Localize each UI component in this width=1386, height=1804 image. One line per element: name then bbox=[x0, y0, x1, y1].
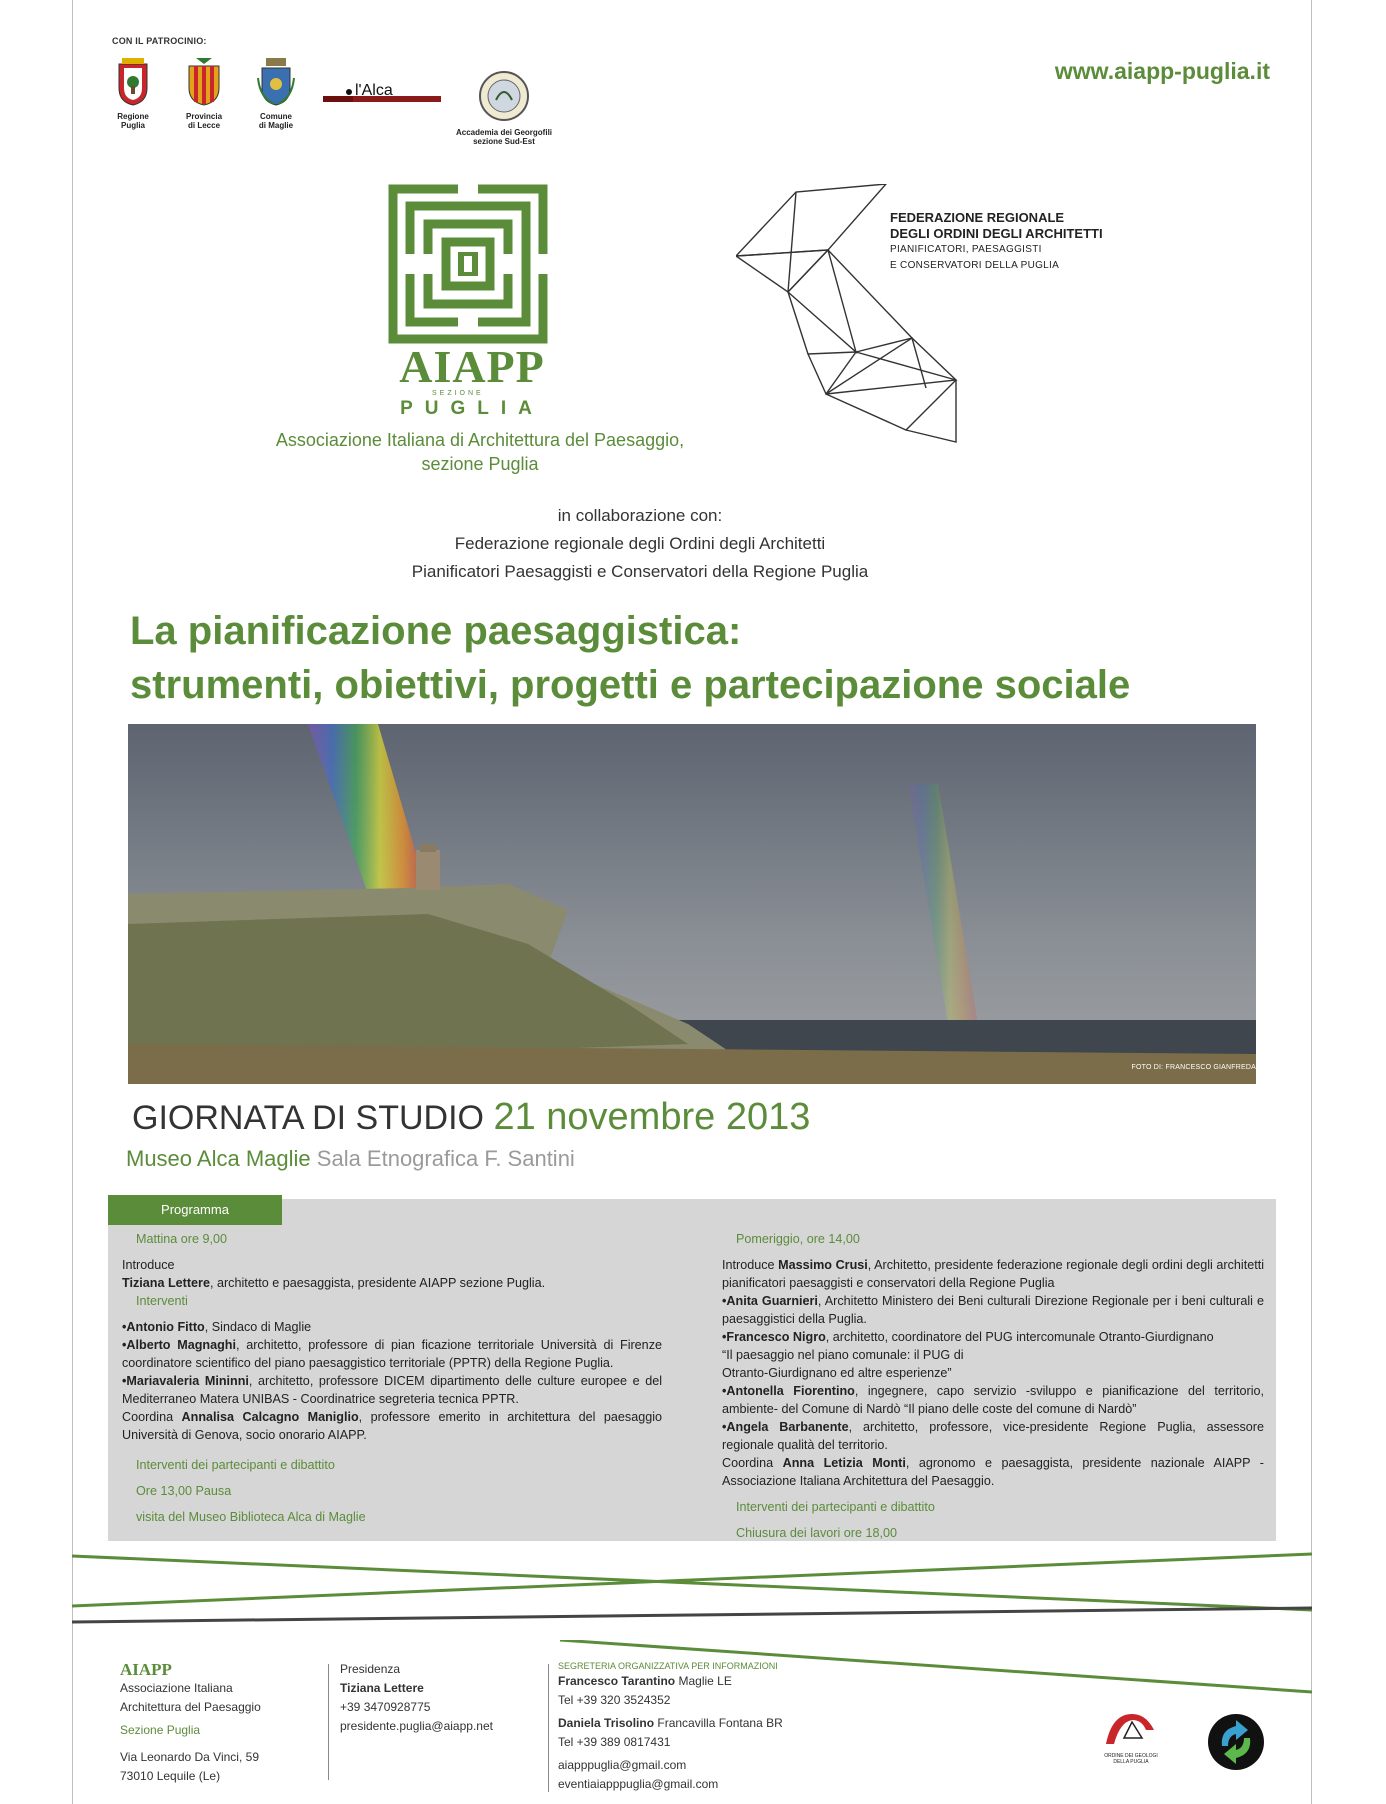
morning-time: Mattina ore 9,00 bbox=[136, 1232, 228, 1246]
circular-arrows-icon bbox=[1206, 1712, 1266, 1772]
footer-sezione: Sezione Puglia bbox=[120, 1723, 201, 1737]
round-logo bbox=[1206, 1712, 1266, 1777]
speaker-desc: , architetto, coordinatore del PUG intercomunale Otranto-Giurdignano bbox=[825, 1330, 1214, 1344]
speaker-desc: , ingegnere, capo servizio -sviluppo e pianificazione del territorio, ambiente- del Comune di Nardò “Il piano delle coste del comune di Nardò” bbox=[722, 1384, 1265, 1416]
rainbow-cliff-photo-icon bbox=[128, 724, 1256, 1084]
presidenza-phone: +39 3470928775 bbox=[340, 1700, 431, 1714]
afternoon-quote-line: Otranto-Giurdignano ed altre esperienze” bbox=[722, 1366, 952, 1380]
maze-logo-icon bbox=[388, 184, 548, 344]
speaker-desc: , professore emerito in architettura del paesaggio Università di Genova, socio onorario AIAPP. bbox=[122, 1410, 663, 1442]
fed-line: PIANIFICATORI, PAESAGGISTI bbox=[890, 244, 1042, 255]
footer-address: Via Leonardo Da Vinci, 59 bbox=[120, 1750, 259, 1764]
alca-label: l'Alca bbox=[355, 82, 393, 99]
morning-speaker-2 bbox=[122, 1336, 662, 1372]
contact-name: Francesco Tarantino bbox=[558, 1674, 676, 1688]
footer-aiapp bbox=[120, 1660, 261, 1786]
venue-place: Museo Alca Maglie bbox=[126, 1146, 311, 1171]
crest-name: Regione Puglia bbox=[117, 112, 149, 130]
speaker-name: •Antonio Fitto bbox=[122, 1320, 205, 1334]
collaborazione-block bbox=[250, 502, 1030, 586]
morning-dibattito: Interventi dei partecipanti e dibattito bbox=[136, 1458, 335, 1472]
speaker-desc: , Architetto, presidente federazione regionale degli ordini degli architetti pianificatori paesaggisti e conservatori della Regione Puglia bbox=[722, 1258, 1264, 1290]
association-line: Associazione Italiana di Architettura del Paesaggio, bbox=[275, 430, 685, 450]
event-label: GIORNATA DI STUDIO bbox=[132, 1099, 484, 1137]
speaker-name: •Francesco Nigro bbox=[722, 1330, 826, 1344]
afternoon-chiusura: Chiusura dei lavori ore 18,00 bbox=[736, 1526, 898, 1540]
afternoon-introduce bbox=[722, 1256, 1264, 1292]
provincia-lecce-crest-icon bbox=[186, 58, 222, 106]
ordine-geologi-icon bbox=[1102, 1708, 1160, 1748]
title-line: strumenti, obiettivi, progetti e partecipazione sociale bbox=[130, 663, 1131, 707]
collab-line: Federazione regionale degli Ordini degli Architetti bbox=[454, 534, 826, 553]
coord-label: Coordina bbox=[122, 1410, 182, 1424]
speaker-desc: , agronomo e paesaggista, presidente nazionale AIAPP - Associazione Italiana Architettura del Paesaggio. bbox=[722, 1456, 1264, 1488]
aiapp-logo-region: PUGLIA bbox=[400, 398, 544, 419]
footer-divider bbox=[548, 1664, 549, 1792]
association-line: sezione Puglia bbox=[421, 454, 539, 474]
crest-georgofili bbox=[444, 70, 564, 146]
footer-address: 73010 Lequile (Le) bbox=[120, 1769, 221, 1783]
afternoon-dibattito: Interventi dei partecipanti e dibattito bbox=[736, 1500, 935, 1514]
event-date: 21 novembre 2013 bbox=[493, 1096, 811, 1138]
event-title bbox=[130, 604, 1130, 712]
crest-name: Accademia dei Georgofili sezione Sud-Est bbox=[455, 128, 553, 146]
regione-puglia-crest-icon bbox=[116, 58, 150, 106]
federazione-text bbox=[890, 210, 1103, 274]
speaker-name: •Angela Barbanente bbox=[722, 1420, 849, 1434]
crest-regione-puglia bbox=[116, 58, 150, 130]
landscape-photo bbox=[128, 724, 1256, 1084]
morning-introduce: Introduce bbox=[122, 1258, 175, 1272]
aiapp-logo-word: AIAPP bbox=[399, 341, 545, 392]
footer-divider bbox=[328, 1664, 329, 1780]
afternoon-speaker-1 bbox=[722, 1292, 1264, 1328]
coord-label: Coordina bbox=[722, 1456, 783, 1470]
alca-logo bbox=[323, 84, 441, 109]
footer-presidenza bbox=[340, 1660, 493, 1736]
speaker-desc: , architetto, professore di pian ficazione territoriale Università di Firenze coordinatore scientifico del piano paesaggistico territoriale (PPTR) della Regione Puglia. bbox=[122, 1338, 662, 1370]
programma-morning bbox=[122, 1230, 662, 1526]
contact-tel: Tel +39 320 3524352 bbox=[558, 1693, 671, 1707]
crest-provincia-lecce bbox=[186, 58, 222, 130]
morning-speaker-1 bbox=[122, 1318, 662, 1336]
speaker-name: Tiziana Lettere bbox=[122, 1276, 210, 1290]
contact-name: Daniela Trisolino bbox=[558, 1716, 655, 1730]
contact-place: Maglie LE bbox=[675, 1674, 732, 1688]
speaker-desc: , Architetto Ministero dei Beni culturali Direzione Regionale per i beni culturali e paesaggistici della Puglia. bbox=[722, 1294, 1264, 1326]
segreteria-email[interactable]: eventiaiapppuglia@gmail.com bbox=[558, 1777, 719, 1791]
patrocinio-label: CON IL PATROCINIO: bbox=[112, 36, 207, 46]
speaker-name: •Antonella Fiorentino bbox=[722, 1384, 855, 1398]
morning-speaker-3 bbox=[122, 1372, 662, 1408]
speaker-name: •Alberto Magnaghi bbox=[122, 1338, 236, 1352]
presidenza-label: Presidenza bbox=[340, 1662, 401, 1676]
ordine-geologi-logo bbox=[1098, 1708, 1164, 1765]
event-venue bbox=[126, 1146, 575, 1172]
morning-visita: visita del Museo Biblioteca Alca di Maglie bbox=[136, 1510, 366, 1524]
speaker-desc: , architetto, professore DICEM dipartimento delle culture europee e del Mediterraneo Matera UNIBAS - Coordinatrice segreteria tecnica PPTR. bbox=[122, 1374, 662, 1406]
event-date-line bbox=[132, 1096, 810, 1139]
speaker-name: Massimo Crusi bbox=[778, 1258, 868, 1272]
contact-tel: Tel +39 389 0817431 bbox=[558, 1735, 671, 1749]
morning-pausa: Ore 13,00 Pausa bbox=[136, 1484, 232, 1498]
afternoon-speaker-2 bbox=[722, 1328, 1264, 1346]
morning-coordinator bbox=[122, 1408, 662, 1444]
fed-line: DEGLI ORDINI DEGLI ARCHITETTI bbox=[890, 226, 1103, 241]
ordine-logo-text: ORDINE DEI GEOLOGI DELLA PUGLIA bbox=[1104, 1753, 1158, 1765]
photo-credit: FOTO DI: FRANCESCO GIANFREDA bbox=[1131, 1064, 1256, 1071]
crest-name: Comune di Maglie bbox=[258, 112, 294, 130]
georgofili-seal-icon bbox=[478, 70, 530, 122]
morning-interventi: Interventi bbox=[136, 1294, 188, 1308]
speaker-desc: , Sindaco di Maglie bbox=[204, 1320, 312, 1334]
segreteria-email[interactable]: aiapppuglia@gmail.com bbox=[558, 1758, 687, 1772]
presidenza-name: Tiziana Lettere bbox=[340, 1681, 424, 1695]
contact-place: Francavilla Fontana BR bbox=[654, 1716, 783, 1730]
association-name bbox=[230, 428, 730, 476]
crest-name: Provincia di Lecce bbox=[186, 112, 223, 130]
afternoon-quote-line: “Il paesaggio nel piano comunale: il PUG di bbox=[722, 1348, 964, 1362]
footer-line: Architettura del Paesaggio bbox=[120, 1700, 261, 1714]
fed-line: FEDERAZIONE REGIONALE bbox=[890, 210, 1065, 225]
crest-comune-maglie bbox=[256, 58, 296, 130]
footer-line: Associazione Italiana bbox=[120, 1681, 233, 1695]
footer-aiapp-title: AIAPP bbox=[120, 1660, 172, 1679]
intro-label: Introduce bbox=[722, 1258, 779, 1272]
afternoon-coordinator bbox=[722, 1454, 1264, 1490]
segreteria-label: SEGRETERIA ORGANIZZATIVA PER INFORMAZIONI bbox=[558, 1661, 778, 1671]
afternoon-time: Pomeriggio, ore 14,00 bbox=[736, 1232, 860, 1246]
speaker-desc: , architetto e paesaggista, presidente AIAPP sezione Puglia. bbox=[209, 1276, 546, 1290]
aiapp-maze-logo bbox=[388, 184, 548, 349]
collab-line: Pianificatori Paesaggisti e Conservatori della Regione Puglia bbox=[411, 562, 869, 581]
footer-segreteria bbox=[558, 1660, 783, 1794]
speaker-name: Anna Letizia Monti bbox=[782, 1456, 906, 1470]
venue-room: Sala Etnografica F. Santini bbox=[316, 1146, 575, 1171]
afternoon-speaker-4 bbox=[722, 1418, 1264, 1454]
aiapp-logo-sezione: SEZIONE bbox=[432, 390, 484, 397]
contact-2 bbox=[558, 1714, 783, 1733]
speaker-name: Annalisa Calcagno Maniglio bbox=[181, 1410, 359, 1424]
website-link[interactable]: www.aiapp-puglia.it bbox=[1054, 58, 1270, 84]
speaker-desc: , architetto, professore, vice-presidente Regione Puglia, assessore regionale qualità del territorio. bbox=[722, 1420, 1265, 1452]
title-line: La pianificazione paesaggistica: bbox=[130, 609, 742, 653]
contact-1 bbox=[558, 1672, 783, 1691]
afternoon-speaker-3 bbox=[722, 1382, 1264, 1418]
programma-afternoon bbox=[722, 1230, 1264, 1542]
speaker-name: •Anita Guarnieri bbox=[722, 1294, 818, 1308]
collab-intro: in collaborazione con: bbox=[557, 506, 723, 525]
speaker-name: •Mariavaleria Mininni bbox=[122, 1374, 249, 1388]
comune-maglie-crest-icon bbox=[256, 58, 296, 106]
morning-intro-speaker bbox=[122, 1274, 662, 1292]
programma-tab: Programma bbox=[108, 1195, 282, 1225]
presidenza-email[interactable]: presidente.puglia@aiapp.net bbox=[340, 1719, 493, 1733]
fed-line: E CONSERVATORI DELLA PUGLIA bbox=[890, 260, 1060, 271]
